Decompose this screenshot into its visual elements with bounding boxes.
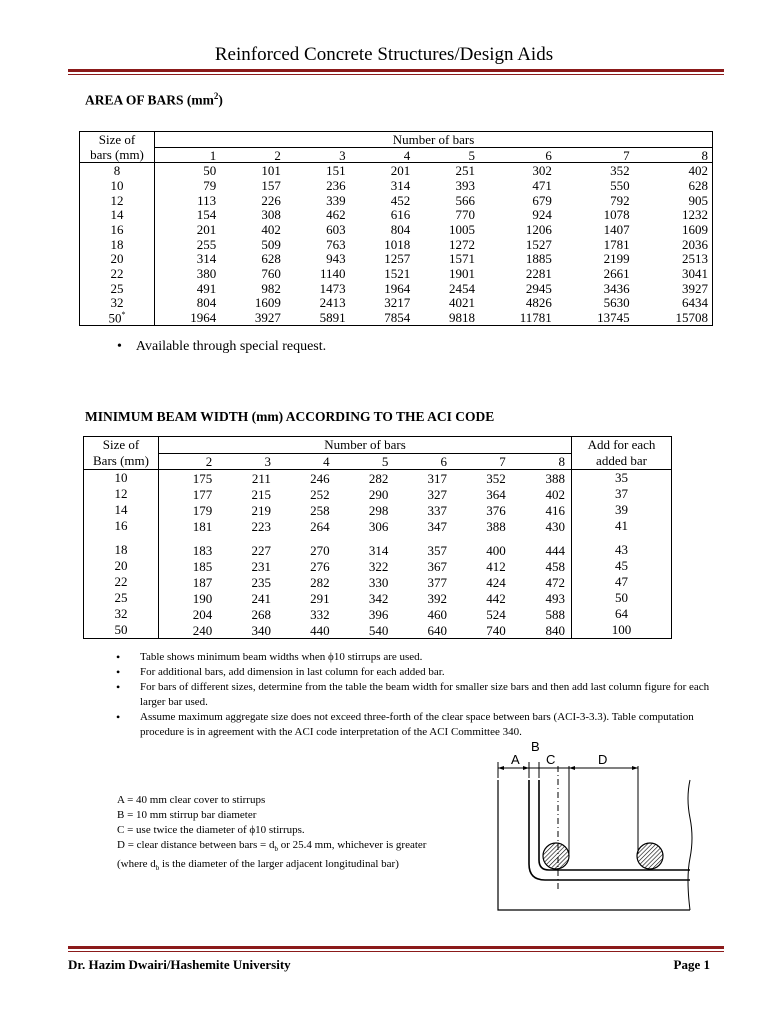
width-cell: 306 <box>368 518 389 534</box>
beam-break-line <box>688 780 692 910</box>
table-row <box>84 590 672 606</box>
area-cell: 201 <box>196 221 217 237</box>
area-cell: 314 <box>196 251 217 267</box>
area-of-bars-title: AREA OF BARS $(mm^2)$ <box>85 91 223 108</box>
table-row <box>80 178 713 193</box>
area-cell: 255 <box>196 236 217 252</box>
area-cell: 2513 <box>682 251 708 267</box>
width-cell: 317 <box>427 470 447 486</box>
area-of-bars-table <box>79 131 713 326</box>
bar-size-cell: 50 <box>84 622 159 639</box>
table-row <box>80 222 713 237</box>
gap-cell <box>572 534 672 542</box>
table-row <box>84 518 672 534</box>
area-cell: 9818 <box>448 310 475 326</box>
width-cell: 258 <box>310 502 330 518</box>
add-cell: 43 <box>572 542 672 558</box>
area-cell: 3927 <box>682 280 708 296</box>
table-row <box>84 558 672 574</box>
bar-size: 10 <box>110 177 124 193</box>
special-request-note: • Available through special request. <box>117 339 327 354</box>
table-row <box>80 163 713 178</box>
area-cell: 3436 <box>603 280 630 296</box>
note-item: • Assume maximum aggregate size does not exceed three-forth of the clear space between bars (ACI-3-3.3). Table computation procedure is in agreement with the ACI code interpretation of the ACI Committee 340. <box>116 710 716 740</box>
area-cell: 509 <box>261 236 281 252</box>
area-cell: 905 <box>688 192 708 208</box>
footer-rule-thin <box>68 951 724 952</box>
area-cell: 5630 <box>603 295 630 311</box>
area-cell: 760 <box>261 266 281 282</box>
add-cell: 45 <box>572 558 672 574</box>
bar-count-header: 4 <box>350 147 415 163</box>
width-cell: 227 <box>251 542 271 558</box>
bar-size-cell: 32 <box>84 606 159 622</box>
table-row <box>84 574 672 590</box>
width-cell: 240 <box>192 622 213 638</box>
label-c: C <box>546 752 556 767</box>
bar-size-cell <box>80 207 155 222</box>
note-item: • Table shows minimum beam widths when ϕ10 stirrups are used. <box>116 650 716 665</box>
area-cell: 1473 <box>319 280 346 296</box>
width-cell: 282 <box>310 574 330 590</box>
min-beam-width-title: MINIMUM BEAM WIDTH (mm) ACCORDING TO THE ACI CODE <box>85 409 495 424</box>
width-cell: 442 <box>486 590 506 606</box>
bar-size: 8 <box>113 163 121 179</box>
size-header: Bars (mm) <box>84 453 159 470</box>
table-row <box>84 486 672 502</box>
gap-cell <box>84 534 159 542</box>
width-cell: 175 <box>192 470 213 486</box>
table-row <box>80 266 713 281</box>
bar-size-cell: 16 <box>84 518 159 534</box>
bar-size-cell <box>80 193 155 208</box>
area-cell: 1901 <box>448 266 475 282</box>
width-cell: 388 <box>486 518 506 534</box>
bar-size: 14 <box>110 207 124 223</box>
width-cell: 392 <box>427 590 447 606</box>
beam-section-diagram <box>490 738 710 914</box>
area-cell: 1527 <box>525 236 552 252</box>
footer-rule <box>68 946 724 949</box>
width-cell: 190 <box>192 590 213 606</box>
width-cell: 740 <box>486 622 506 638</box>
bar-size-cell <box>80 237 155 252</box>
width-cell: 440 <box>310 622 330 638</box>
bar-count-header: 7 <box>453 453 512 470</box>
bar-count-header: 3 <box>218 453 277 470</box>
width-cell: 298 <box>368 502 389 518</box>
def-c: C = use twice the diameter of ϕ10 stirrups. <box>117 824 305 836</box>
width-cell: 412 <box>486 558 506 574</box>
add-cell: 39 <box>572 502 672 518</box>
area-cell: 491 <box>196 280 217 296</box>
area-cell: 550 <box>610 177 630 193</box>
area-cell: 308 <box>261 207 281 223</box>
area-cell: 3927 <box>254 310 281 326</box>
width-cell: 215 <box>251 486 271 502</box>
bar-size-cell: 20 <box>84 558 159 574</box>
table-row <box>80 296 713 311</box>
area-cell: 2413 <box>319 295 346 311</box>
width-cell: 416 <box>545 502 565 518</box>
table-header-row <box>84 453 672 470</box>
def-d: D = clear distance between bars = $d_b$ or 25.4 mm, whichever is greater <box>117 839 427 854</box>
page-header-title: Reinforced Concrete Structures/Design Aids <box>214 44 554 65</box>
add-header: added bar <box>572 453 672 470</box>
area-cell: 151 <box>326 163 346 179</box>
footnote-marker: * <box>121 309 126 319</box>
area-cell: 402 <box>688 163 708 179</box>
area-cell: 113 <box>197 192 217 208</box>
add-cell: 64 <box>572 606 672 622</box>
bar-size-cell: 18 <box>84 542 159 558</box>
width-cell: 340 <box>251 622 271 638</box>
area-cell: 471 <box>532 177 552 193</box>
area-cell: 1609 <box>682 221 708 237</box>
width-cell: 177 <box>192 486 213 502</box>
area-cell: 792 <box>610 192 630 208</box>
area-cell: 157 <box>261 177 281 193</box>
width-cell: 367 <box>427 558 447 574</box>
area-cell: 1964 <box>384 280 411 296</box>
dimension-definitions <box>117 793 487 876</box>
area-cell: 1232 <box>682 207 708 223</box>
area-cell: 1521 <box>384 266 411 282</box>
area-cell: 154 <box>196 207 217 223</box>
area-cell: 2036 <box>682 236 708 252</box>
table-header-row <box>80 147 713 163</box>
area-cell: 1885 <box>525 251 552 267</box>
area-cell: 1206 <box>525 221 552 237</box>
area-cell: 804 <box>196 295 217 311</box>
area-cell: 1140 <box>320 266 346 282</box>
add-cell: 41 <box>572 518 672 534</box>
area-cell: 236 <box>326 177 346 193</box>
width-cell: 241 <box>251 590 271 606</box>
bar-size: 50 <box>108 310 122 326</box>
table-row <box>84 606 672 622</box>
bar-size: 12 <box>110 192 124 208</box>
area-cell: 402 <box>261 221 281 237</box>
width-cell: 322 <box>368 558 389 574</box>
width-cell: 264 <box>310 518 330 534</box>
area-cell: 462 <box>326 207 346 223</box>
area-cell: 1781 <box>603 236 630 252</box>
width-cell: 204 <box>192 606 213 622</box>
table-row <box>80 310 713 325</box>
table-row <box>80 237 713 252</box>
bar-size: 20 <box>110 251 124 267</box>
gap-cell <box>159 534 572 542</box>
area-cell: 2199 <box>603 251 630 267</box>
width-cell: 211 <box>251 470 271 486</box>
area-cell: 1272 <box>448 236 475 252</box>
area-cell: 2945 <box>525 280 552 296</box>
area-cell: 1609 <box>254 295 281 311</box>
width-cell: 270 <box>310 542 330 558</box>
add-cell: 37 <box>572 486 672 502</box>
area-cell: 11781 <box>519 310 552 326</box>
label-a: A <box>511 752 520 767</box>
width-cell: 640 <box>427 622 447 638</box>
bar-count-header: 8 <box>512 453 572 470</box>
area-cell: 1018 <box>384 236 411 252</box>
table-row <box>80 207 713 222</box>
width-cell: 330 <box>368 574 389 590</box>
bar-count-header: 3 <box>285 147 350 163</box>
area-cell: 339 <box>326 192 346 208</box>
table-header-row <box>84 437 672 454</box>
width-cell: 376 <box>486 502 506 518</box>
header-rule-thin <box>68 74 724 75</box>
area-cell: 251 <box>455 163 475 179</box>
longitudinal-bar <box>543 843 569 869</box>
add-cell: 100 <box>572 622 672 639</box>
width-cell: 472 <box>545 574 565 590</box>
width-cell: 377 <box>427 574 447 590</box>
bar-size-cell <box>80 281 155 296</box>
width-cell: 840 <box>545 622 565 638</box>
bar-count-header: 2 <box>220 147 285 163</box>
bar-size: 22 <box>110 266 124 282</box>
bar-count-header: 6 <box>394 453 453 470</box>
footer-author: Dr. Hazim Dwairi/Hashemite University <box>68 957 291 972</box>
width-cell: 268 <box>251 606 271 622</box>
area-cell: 566 <box>455 192 475 208</box>
table-header-row <box>80 132 713 148</box>
area-cell: 804 <box>390 221 411 237</box>
area-cell: 982 <box>261 280 281 296</box>
bar-count-header: 5 <box>414 147 479 163</box>
width-cell: 400 <box>486 542 506 558</box>
width-cell: 588 <box>545 606 565 622</box>
table-row <box>84 470 672 487</box>
bar-count-header: 1 <box>155 147 221 163</box>
note-item: • For additional bars, add dimension in last column for each added bar. <box>116 665 716 680</box>
width-cell: 332 <box>310 606 330 622</box>
width-cell: 181 <box>192 518 213 534</box>
width-cell: 235 <box>251 574 271 590</box>
width-cell: 524 <box>486 606 506 622</box>
area-cell: 3041 <box>682 266 708 282</box>
table-row <box>84 622 672 639</box>
width-cell: 460 <box>427 606 447 622</box>
area-cell: 352 <box>610 163 630 179</box>
area-cell: 628 <box>261 251 281 267</box>
area-cell: 7854 <box>384 310 411 326</box>
bar-size-cell <box>80 178 155 193</box>
bar-size-cell <box>80 266 155 281</box>
area-cell: 1407 <box>603 221 630 237</box>
width-cell: 430 <box>545 518 565 534</box>
area-cell: 4826 <box>525 295 552 311</box>
width-cell: 424 <box>486 574 506 590</box>
bar-size-cell: 22 <box>84 574 159 590</box>
table-row <box>80 281 713 296</box>
width-cell: 337 <box>427 502 447 518</box>
bar-count-header: 7 <box>556 147 634 163</box>
width-cell: 444 <box>545 542 565 558</box>
width-cell: 357 <box>427 542 447 558</box>
add-header: Add for each <box>572 437 672 454</box>
area-cell: 2281 <box>525 266 552 282</box>
note-item: • For bars of different sizes, determine from the table the beam width for smaller size bars and then add last column figure for each larger bar used. <box>116 680 716 710</box>
bar-size: 32 <box>110 295 124 311</box>
size-header: Size of <box>84 437 159 454</box>
label-d: D <box>598 752 608 767</box>
width-cell: 458 <box>545 558 565 574</box>
bar-size-cell <box>80 163 155 178</box>
width-cell: 252 <box>310 486 330 502</box>
width-cell: 388 <box>545 470 565 486</box>
area-cell: 50 <box>203 163 217 179</box>
width-cell: 291 <box>310 590 330 606</box>
area-cell: 628 <box>688 177 708 193</box>
longitudinal-bar <box>637 843 663 869</box>
width-cell: 231 <box>251 558 271 574</box>
area-cell: 380 <box>196 266 217 282</box>
area-cell: 4021 <box>448 295 475 311</box>
area-cell: 924 <box>532 207 552 223</box>
table-row <box>84 542 672 558</box>
area-cell: 201 <box>390 163 411 179</box>
beam-outline <box>498 780 690 910</box>
width-cell: 290 <box>368 486 389 502</box>
def-b: B = 10 mm stirrup bar diameter <box>117 809 257 821</box>
bar-count-header: 4 <box>277 453 336 470</box>
width-cell: 187 <box>192 574 213 590</box>
area-cell: 763 <box>326 236 346 252</box>
area-cell: 393 <box>455 177 475 193</box>
number-of-bars-header: Number of bars <box>159 437 572 454</box>
footer-page-number: Page 1 <box>673 957 710 972</box>
table-row <box>80 193 713 208</box>
area-cell: 603 <box>326 221 346 237</box>
width-cell: 396 <box>368 606 389 622</box>
table-row <box>84 502 672 518</box>
width-cell: 219 <box>251 502 271 518</box>
def-e: (where $d_b$ is the diameter of the larger adjacent longitudinal bar) <box>117 858 399 873</box>
area-cell: 2661 <box>603 266 630 282</box>
width-cell: 327 <box>427 486 447 502</box>
width-cell: 282 <box>368 470 389 486</box>
area-cell: 6434 <box>682 295 708 311</box>
area-cell: 1005 <box>448 221 475 237</box>
width-cell: 493 <box>545 590 565 606</box>
area-cell: 314 <box>390 177 411 193</box>
area-cell: 943 <box>326 251 346 267</box>
width-cell: 352 <box>486 470 506 486</box>
width-cell: 276 <box>310 558 330 574</box>
bar-count-header: 2 <box>159 453 219 470</box>
min-beam-width-table <box>83 436 672 639</box>
width-cell: 246 <box>310 470 330 486</box>
width-cell: 347 <box>427 518 447 534</box>
area-cell: 79 <box>203 177 217 193</box>
width-cell: 342 <box>368 590 389 606</box>
table-row <box>80 252 713 267</box>
add-cell: 50 <box>572 590 672 606</box>
area-cell: 101 <box>261 163 281 179</box>
bar-size-cell: 14 <box>84 502 159 518</box>
area-cell: 15708 <box>675 310 708 326</box>
number-of-bars-header: Number of bars <box>155 132 713 148</box>
area-cell: 452 <box>390 192 411 208</box>
bar-size: 18 <box>110 236 124 252</box>
bar-size-cell <box>80 310 155 325</box>
bar-count-header: 8 <box>634 147 713 163</box>
area-cell: 226 <box>261 192 281 208</box>
width-cell: 540 <box>368 622 389 638</box>
label-b: B <box>531 739 540 754</box>
width-cell: 314 <box>368 542 389 558</box>
bar-size-cell <box>80 252 155 267</box>
bar-size-cell <box>80 296 155 311</box>
area-cell: 3217 <box>384 295 411 311</box>
area-cell: 616 <box>390 207 411 223</box>
area-cell: 13745 <box>597 310 630 326</box>
bar-count-header: 5 <box>336 453 395 470</box>
bar-size-cell <box>80 222 155 237</box>
beam-width-notes <box>116 650 716 740</box>
bar-size-cell: 25 <box>84 590 159 606</box>
area-cell: 770 <box>455 207 475 223</box>
size-header: bars (mm) <box>80 147 155 163</box>
area-cell: 1078 <box>603 207 630 223</box>
area-cell: 1571 <box>448 251 475 267</box>
bar-size-cell: 10 <box>84 470 159 487</box>
add-cell: 47 <box>572 574 672 590</box>
def-a: A = 40 mm clear cover to stirrups <box>117 794 266 806</box>
width-cell: 185 <box>192 558 213 574</box>
area-cell: 302 <box>532 163 552 179</box>
bar-size-cell: 12 <box>84 486 159 502</box>
area-cell: 1964 <box>190 310 217 326</box>
width-cell: 223 <box>251 518 271 534</box>
width-cell: 183 <box>192 542 213 558</box>
bar-count-header: 6 <box>479 147 556 163</box>
width-cell: 179 <box>192 502 213 518</box>
area-cell: 5891 <box>319 310 346 326</box>
width-cell: 402 <box>545 486 565 502</box>
area-cell: 2454 <box>448 280 475 296</box>
width-cell: 364 <box>486 486 506 502</box>
header-rule <box>68 69 724 72</box>
row-gap <box>84 534 672 542</box>
add-cell: 35 <box>572 470 672 487</box>
area-cell: 1257 <box>384 251 411 267</box>
size-header: Size of <box>80 132 155 148</box>
bar-size: 25 <box>110 280 124 296</box>
bar-size: 16 <box>110 221 124 237</box>
area-cell: 679 <box>532 192 552 208</box>
